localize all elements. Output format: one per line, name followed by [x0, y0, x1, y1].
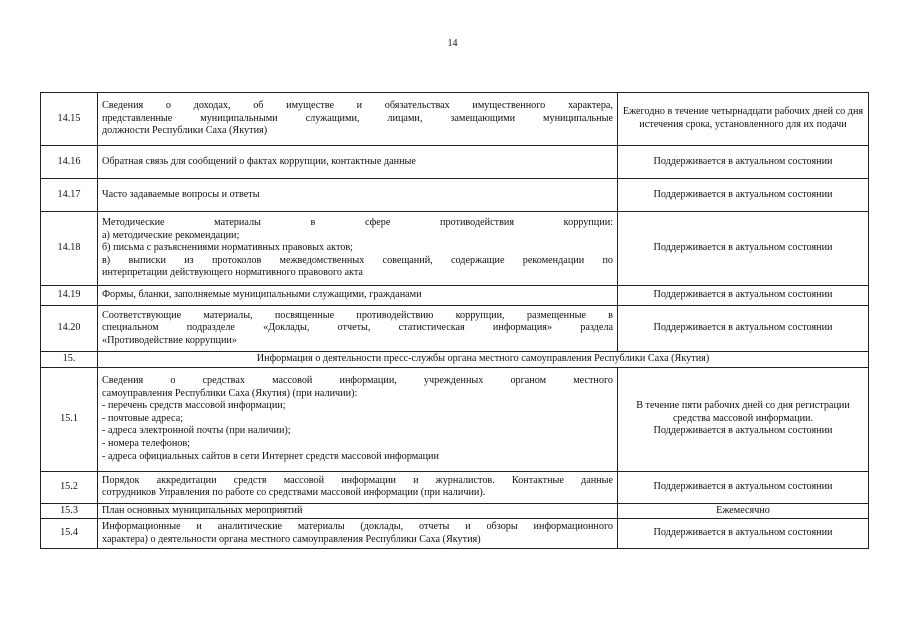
table-row	[41, 286, 869, 306]
table-row	[41, 212, 869, 286]
row-number: 14.15	[41, 93, 98, 146]
table-row	[41, 503, 869, 519]
table-row	[41, 146, 869, 179]
row-term: Ежемесячно	[618, 503, 869, 519]
section-row	[41, 352, 869, 368]
table-row	[41, 471, 869, 503]
row-term: Поддерживается в актуальном состоянии	[618, 519, 869, 549]
row-term: В течение пяти рабочих дней со дня регистрации средства массовой информации. Поддерживается в актуальном состоянии	[618, 367, 869, 471]
row-term: Поддерживается в актуальном состоянии	[618, 146, 869, 179]
row-description: Часто задаваемые вопросы и ответы	[98, 179, 618, 212]
row-description: Обратная связь для сообщений о фактах коррупции, контактные данные	[98, 146, 618, 179]
section-number: 15.	[41, 352, 98, 368]
row-term: Поддерживается в актуальном состоянии	[618, 286, 869, 306]
table-row	[41, 306, 869, 352]
row-term: Поддерживается в актуальном состоянии	[618, 212, 869, 286]
page-number: 14	[447, 38, 458, 49]
row-number: 15.3	[41, 503, 98, 519]
row-description: План основных муниципальных мероприятий	[98, 503, 618, 519]
row-term: Поддерживается в актуальном состоянии	[618, 179, 869, 212]
table-row	[41, 93, 869, 146]
row-description: Сведения о средствах массовой информации, учрежденных органом местного самоуправления Республики Саха (Якутия) (при наличии): - перечень средств массовой информации; - почтовые адреса; - адреса электронной почты (при наличии); - номера телефонов; - адреса официальных сайтов в сети Интернет средств массовой информации	[98, 367, 618, 471]
row-description: Информационные и аналитические материалы (доклады, отчеты и обзоры информационного характера) о деятельности органа местного самоуправления Республики Саха (Якутия)	[98, 519, 618, 549]
row-number: 14.16	[41, 146, 98, 179]
row-description: Сведения о доходах, об имуществе и обязательствах имущественного характера, представленные муниципальными служащими, лицами, замещающими муниципальные должности Республики Саха (Якутия)	[98, 93, 618, 146]
row-number: 14.17	[41, 179, 98, 212]
section-title: Информация о деятельности пресс-службы органа местного самоуправления Республики Саха (Якутия)	[98, 352, 869, 368]
row-number: 15.1	[41, 367, 98, 471]
row-description: Соответствующие материалы, посвященные противодействию коррупции, размещенные в специальном подразделе «Доклады, отчеты, статистическая информация» раздела «Противодействие коррупции»	[98, 306, 618, 352]
row-number: 15.2	[41, 471, 98, 503]
row-description: Формы, бланки, заполняемые муниципальными служащими, гражданами	[98, 286, 618, 306]
row-number: 15.4	[41, 519, 98, 549]
disclosure-table	[40, 92, 869, 549]
table-row	[41, 367, 869, 471]
row-number: 14.20	[41, 306, 98, 352]
table-row	[41, 179, 869, 212]
table-row	[41, 519, 869, 549]
row-term: Поддерживается в актуальном состоянии	[618, 471, 869, 503]
row-number: 14.19	[41, 286, 98, 306]
row-term: Ежегодно в течение четырнадцати рабочих дней со дня истечения срока, установленного для их подачи	[618, 93, 869, 146]
row-description: Порядок аккредитации средств массовой информации и журналистов. Контактные данные сотрудников Управления по работе со средствами массовой информации (при наличии).	[98, 471, 618, 503]
row-number: 14.18	[41, 212, 98, 286]
row-description: Методические материалы в сфере противодействия коррупции: а) методические рекомендации; б) письма с разъяснениями нормативных правовых актов; в) выписки из протоколов межведомственных совещаний, содержащие рекомендации по интерпретации действующего нормативного правового акта	[98, 212, 618, 286]
row-term: Поддерживается в актуальном состоянии	[618, 306, 869, 352]
